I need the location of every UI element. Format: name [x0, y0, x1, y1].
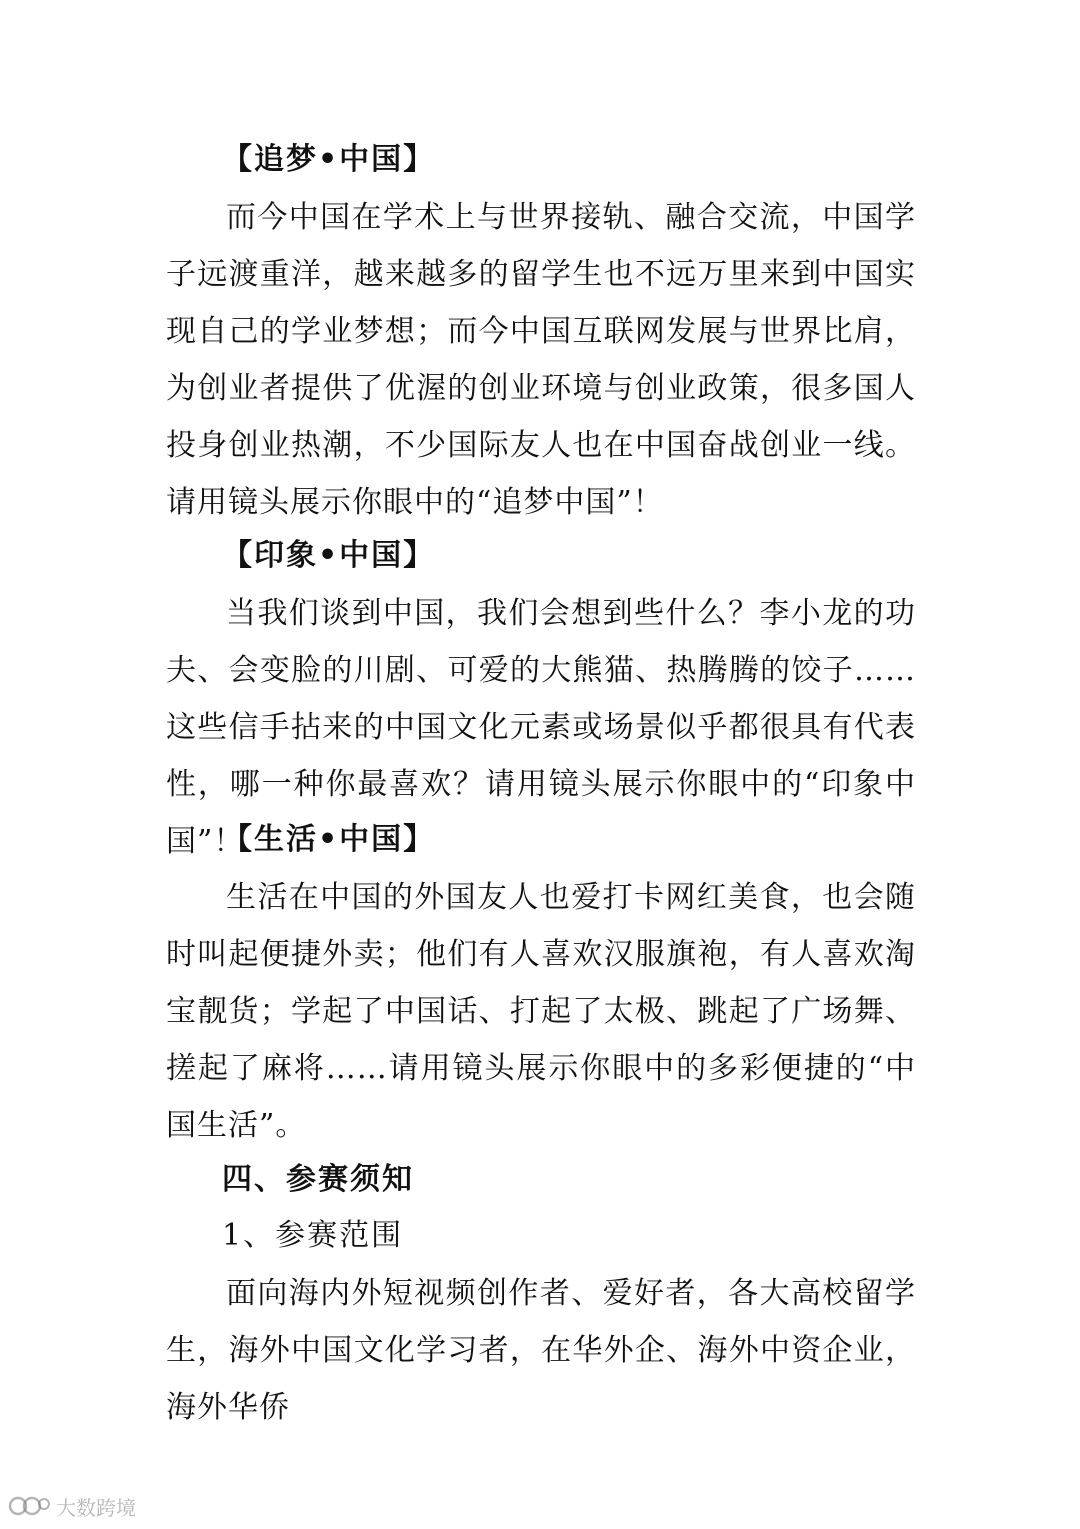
- section-heading-notice: 四、参赛须知: [222, 1162, 414, 1197]
- section-heading-impression: 【印象•中国】: [222, 538, 436, 573]
- logo-icon: [8, 1492, 52, 1520]
- section-paragraph-scope: 面向海内外短视频创作者、爱好者，各大高校留学生，海外中国文化学习者，在华外企、海外中资企业，海外华侨: [166, 1276, 916, 1425]
- watermark-text: 大数跨境: [56, 1495, 136, 1520]
- section-heading-dream: 【追梦•中国】: [222, 142, 436, 177]
- watermark: [8, 1490, 136, 1522]
- section-paragraph-life: 生活在中国的外国友人也爱打卡网红美食，也会随时叫起便捷外卖；他们有人喜欢汉服旗袍，有人喜欢淘宝靓货；学起了中国话、打起了太极、跳起了广场舞、搓起了麻将……请用镜头展示你眼中的多彩便捷的“中国生活”。: [166, 880, 916, 1143]
- section-heading-life: 【生活•中国】: [222, 822, 436, 857]
- section-paragraph-dream: 而今中国在学术上与世界接轨、融合交流，中国学子远渡重洋，越来越多的留学生也不远万里来到中国实现自己的学业梦想；而今中国互联网发展与世界比肩，为创业者提供了优渥的创业环境与创业政策，很多国人投身创业热潮，不少国际友人也在中国奋战创业一线。请用镜头展示你眼中的“追梦中国”！: [166, 200, 916, 520]
- subheading-scope: 1、参赛范围: [222, 1218, 404, 1253]
- section-paragraph-impression: 当我们谈到中国，我们会想到些什么？李小龙的功夫、会变脸的川剧、可爱的大熊猫、热腾腾的饺子……这些信手拈来的中国文化元素或场景似乎都很具有代表性，哪一种你最喜欢？请用镜头展示你眼中的“印象中国”！: [166, 596, 916, 859]
